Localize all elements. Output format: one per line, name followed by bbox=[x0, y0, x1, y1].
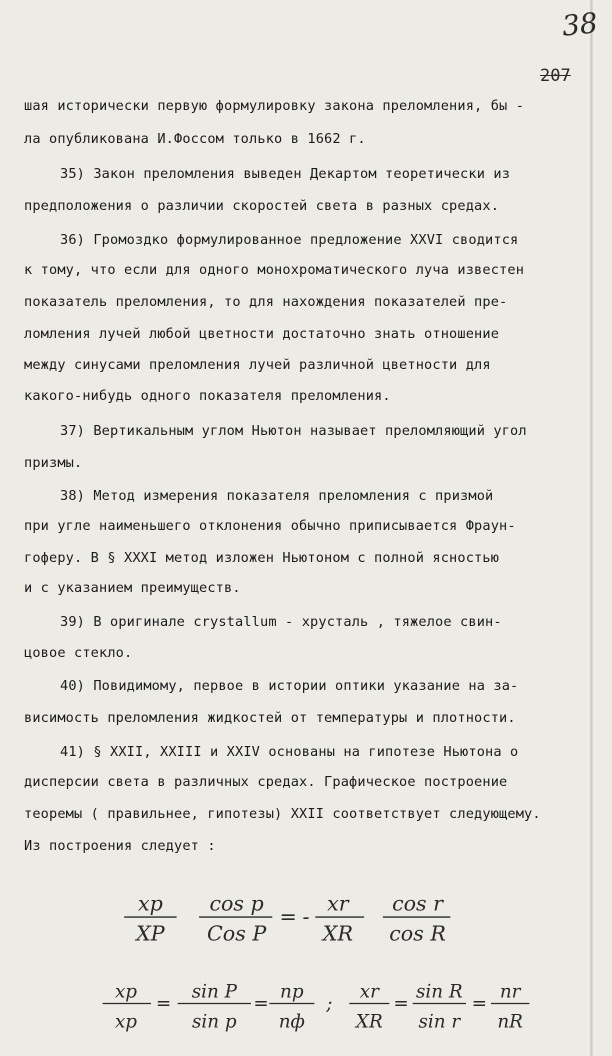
text-line: к тому, что если для одного монохроматического луча известен bbox=[24, 262, 525, 278]
text-line: ла опубликована И.Фоссом только в 1662 г. bbox=[24, 131, 366, 147]
text-line: между синусами преломления лучей различной цветности для bbox=[24, 357, 491, 373]
formula-term: nr bbox=[499, 981, 521, 1003]
text-line: какого-нибудь одного показателя преломления. bbox=[24, 388, 391, 404]
formula-term: cos R bbox=[389, 921, 446, 946]
formula-term: xp bbox=[114, 981, 138, 1003]
formula-term: sin R bbox=[415, 981, 463, 1003]
formula-term: xp bbox=[114, 1011, 138, 1033]
text-line: показатель преломления, то для нахождения показателей пре- bbox=[24, 294, 508, 310]
formula-operator: = bbox=[471, 993, 488, 1015]
formula-term: XR bbox=[322, 921, 353, 946]
text-line: Из построения следует : bbox=[24, 838, 216, 854]
formula-term: sin r bbox=[418, 1011, 461, 1033]
text-line: 35) Закон преломления выведен Декартом теоретически из bbox=[60, 166, 511, 182]
sheet-number: 38 bbox=[560, 6, 600, 43]
formula-term: XP bbox=[136, 921, 165, 946]
formula-term: nR bbox=[497, 1011, 523, 1033]
text-line: ломления лучей любой цветности достаточно знать отношение bbox=[24, 326, 500, 342]
text-line: гоферу. В § XXXI метод изложен Ньютоном с полной ясностью bbox=[24, 550, 500, 566]
text-line: при угле наименьшего отклонения обычно приписывается Фраун- bbox=[24, 518, 516, 534]
text-line: цовое стекло. bbox=[24, 645, 133, 661]
formula-term: sin p bbox=[192, 1011, 237, 1033]
formula-operator: = bbox=[253, 993, 269, 1015]
formula-term: sin P bbox=[191, 981, 237, 1003]
text-line: 38) Метод измерения показателя преломления с призмой bbox=[60, 488, 494, 504]
formula-operator: = bbox=[393, 993, 409, 1015]
text-line: шая исторически первую формулировку закона преломления, бы - bbox=[24, 98, 525, 114]
old-page-number: 207 bbox=[540, 66, 571, 86]
formula-term: cos r bbox=[392, 891, 444, 916]
formula-term: xr bbox=[359, 981, 379, 1003]
formula-term: xp bbox=[137, 891, 163, 916]
text-line: призмы. bbox=[24, 455, 83, 471]
formula-term: xr bbox=[327, 891, 349, 916]
formula-term: np bbox=[280, 981, 304, 1003]
text-line: предположения о различии скоростей света в разных средах. bbox=[24, 198, 500, 214]
formula-term: cos p bbox=[209, 891, 264, 916]
handwritten-formula-2 bbox=[0, 976, 612, 1036]
text-line: и с указанием преимуществ. bbox=[24, 580, 241, 596]
formula-term: XR bbox=[355, 1011, 383, 1033]
handwritten-formula-1 bbox=[0, 888, 612, 948]
formula-term: nф bbox=[278, 1011, 305, 1033]
formula-operator: = bbox=[279, 904, 297, 929]
text-line: теоремы ( правильнее, гипотезы) XXII соответствует следующему. bbox=[24, 806, 541, 822]
text-line: дисперсии света в различных средах. Графическое построение bbox=[24, 774, 508, 790]
text-line: висимость преломления жидкостей от температуры и плотности. bbox=[24, 710, 516, 726]
text-line: 41) § XXII, XXIII и XXIV основаны на гипотезе Ньютона о bbox=[60, 744, 519, 760]
formula-separator: ; bbox=[326, 993, 333, 1015]
formula-term: Cos P bbox=[207, 921, 267, 946]
text-line: 37) Вертикальным углом Ньютон называет преломляющий угол bbox=[60, 423, 527, 439]
text-line: 39) В оригинале crystallum - хрусталь , тяжелое свин- bbox=[60, 614, 502, 630]
text-line: 40) Повидимому, первое в истории оптики указание на за- bbox=[60, 678, 519, 694]
formula-operator: = bbox=[155, 993, 172, 1015]
text-line: 36) Громоздко формулированное предложение XXVI сводится bbox=[60, 232, 519, 248]
formula-operator: - bbox=[302, 904, 310, 929]
